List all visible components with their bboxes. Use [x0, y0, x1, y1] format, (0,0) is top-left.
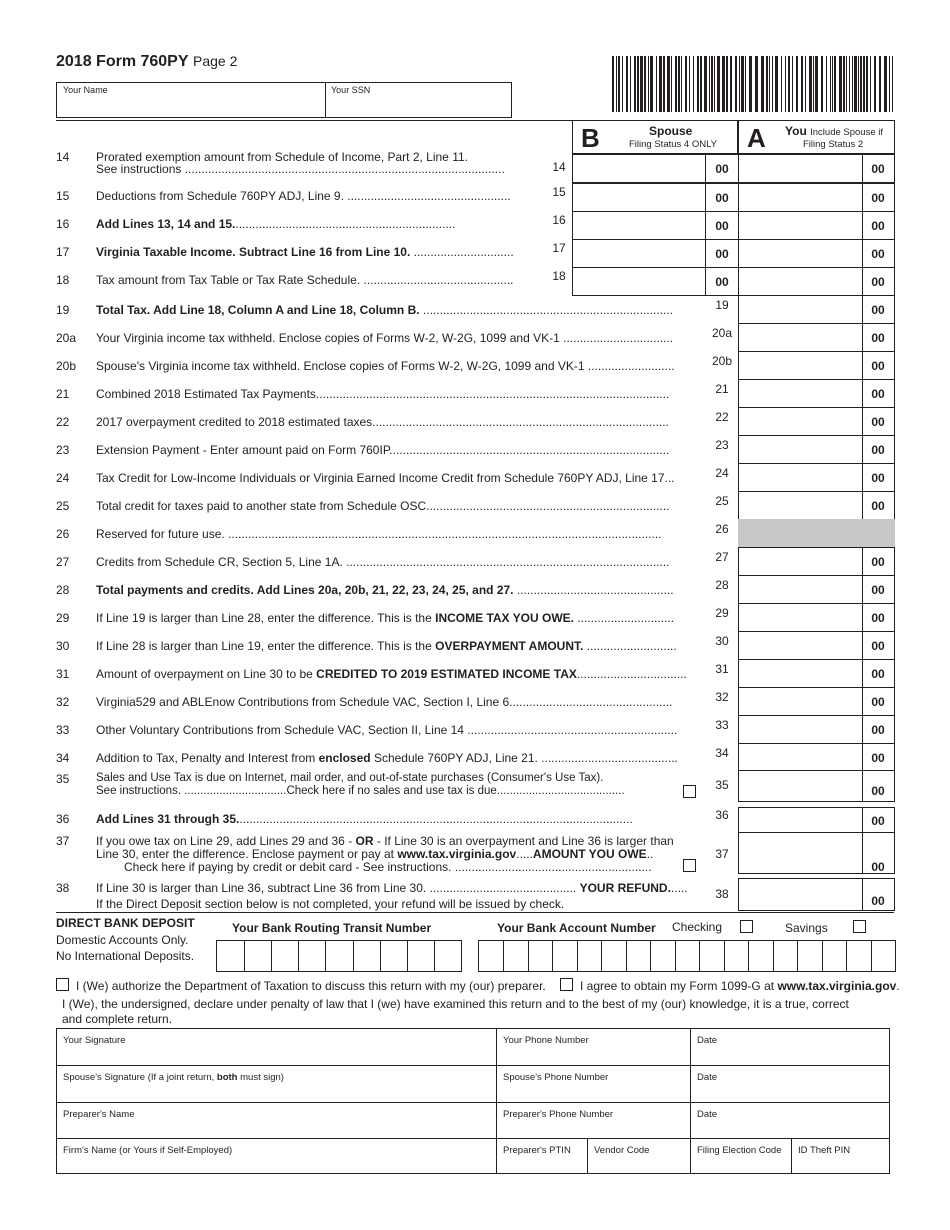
- cents-label: 00: [871, 583, 885, 597]
- line-desc: Virginia529 and ABLEnow Contributions from Schedule VAC, Section I, Line 6.................................................: [96, 695, 673, 709]
- line-19-amount[interactable]: [738, 295, 863, 324]
- line-38-amount[interactable]: [738, 878, 863, 911]
- spouse-signature-field[interactable]: Spouse's Signature (If a joint return, both must sign): [57, 1066, 497, 1103]
- cents-label: 00: [715, 275, 729, 289]
- line-desc: Other Voluntary Contributions from Schedule VAC, Section II, Line 14 ...............................................................: [96, 723, 678, 737]
- checking-label: Checking: [672, 920, 723, 934]
- line-23: [0, 435, 950, 463]
- cents-label: 00: [715, 219, 729, 233]
- no-use-tax-checkbox[interactable]: [683, 785, 696, 798]
- line-number: 25: [56, 499, 70, 513]
- line-18-b-amount[interactable]: [572, 267, 706, 296]
- line-number: 32: [56, 695, 70, 709]
- account-label: Your Bank Account Number: [497, 921, 656, 935]
- line-26: [0, 519, 950, 547]
- form1099-checkbox[interactable]: [560, 978, 573, 991]
- id-theft-pin-field[interactable]: ID Theft PIN: [798, 1145, 851, 1156]
- barcode: [612, 56, 894, 112]
- line-desc: Total credit for taxes paid to another state from Schedule OSC.........................................................................: [96, 499, 670, 513]
- line-27: [0, 547, 950, 575]
- line-ref: 19: [715, 298, 729, 312]
- cents-label: 00: [871, 555, 885, 569]
- checking-checkbox[interactable]: [740, 920, 753, 933]
- line-35: 35 Sales and Use Tax is due on Internet, mail order, and out-of-state purchases (Consumer's Use Tax). See instructions. ................................Check here if no sales and use tax is due........................................ 35 00: [0, 772, 950, 812]
- line-18-a-amount[interactable]: [738, 267, 863, 296]
- digit-separator: [353, 941, 354, 971]
- line-ref: 20a: [711, 326, 733, 340]
- direct-deposit-note: No International Deposits.: [56, 949, 195, 963]
- digit-separator: [773, 941, 774, 971]
- line-desc: Tax Credit for Low-Income Individuals or Virginia Earned Income Credit from Schedule 760PY ADJ, Line 17...: [96, 471, 675, 485]
- line-36-amount[interactable]: [738, 807, 863, 835]
- line-34: [0, 743, 950, 771]
- line-31-amount[interactable]: [738, 659, 863, 688]
- line-21: [0, 379, 950, 407]
- digit-separator: [650, 941, 651, 971]
- line-number: 33: [56, 723, 70, 737]
- line-ref: 28: [715, 578, 729, 592]
- line-desc: 2017 overpayment credited to 2018 estimated taxes.........................................................................................: [96, 415, 669, 429]
- line-desc: Virginia Taxable Income. Subtract Line 16 from Line 10. ..............................: [96, 245, 514, 259]
- line-desc: If Line 28 is larger than Line 19, enter the difference. This is the OVERPAYMENT AMOUNT. ...........................: [96, 639, 677, 653]
- line-number: 28: [56, 583, 70, 597]
- digit-separator: [797, 941, 798, 971]
- line-20b: [0, 351, 950, 379]
- cents-label: 00: [871, 611, 885, 625]
- line-ref: 25: [715, 494, 729, 508]
- line-36: 36 Add Lines 31 through 35....................................................................................................................... 36 00: [0, 811, 950, 839]
- digit-separator: [724, 941, 725, 971]
- line-number: 17: [56, 245, 70, 259]
- line-ref: 14: [552, 160, 566, 174]
- authorize-preparer-text: I (We) authorize the Department of Taxation to discuss this return with my (our) preparer.: [76, 979, 546, 993]
- line-desc: If Line 19 is larger than Line 28, enter the difference. This is the INCOME TAX YOU OWE. .............................: [96, 611, 675, 625]
- line-20b-amount[interactable]: [738, 351, 863, 380]
- cents-label: 00: [871, 191, 885, 205]
- digit-separator: [675, 941, 676, 971]
- line-number: 20a: [56, 331, 77, 345]
- line-31: [0, 659, 950, 687]
- digit-separator: [601, 941, 602, 971]
- line-18: [0, 267, 950, 295]
- line-ref: 26: [715, 522, 729, 536]
- line-number: 30: [56, 639, 70, 653]
- line-number: 26: [56, 527, 70, 541]
- cents-label: 00: [715, 191, 729, 205]
- line-desc: Your Virginia income tax withheld. Enclose copies of Forms W-2, W-2G, 1099 and VK-1 .................................: [96, 331, 674, 345]
- line-15-a-amount[interactable]: [738, 183, 863, 212]
- line-desc: Tax amount from Tax Table or Tax Rate Schedule. .............................................: [96, 273, 514, 287]
- preparer-phone-field[interactable]: Preparer's Phone Number: [497, 1103, 691, 1139]
- line-34-amount[interactable]: [738, 743, 863, 772]
- line-number: 27: [56, 555, 70, 569]
- line-20a: [0, 323, 950, 351]
- spouse-phone-field[interactable]: Spouse's Phone Number: [497, 1066, 691, 1103]
- line-ref: 32: [715, 690, 729, 704]
- firm-name-field[interactable]: Firm's Name (or Yours if Self-Employed): [57, 1139, 497, 1173]
- line-37: 37 If you owe tax on Line 29, add Lines 29 and 36 - OR - If Line 30 is an overpayment and Line 36 is larger than Line 30, enter the difference. Enclose payment or pay at www.tax.virginia.gov.....AMOUNT YOU OWE.. Check here if paying by credit or debit card - See instructions. ........................................................... 37 00: [0, 834, 950, 878]
- column-b-header: B Spouse Filing Status 4 ONLY: [572, 120, 738, 154]
- line-number: 21: [56, 387, 70, 401]
- line-number: 16: [56, 217, 70, 231]
- your-ssn-field[interactable]: Your SSN: [331, 85, 371, 95]
- digit-separator: [503, 941, 504, 971]
- line-ref: 24: [715, 466, 729, 480]
- digit-separator: [380, 941, 381, 971]
- line-ref: 18: [552, 269, 566, 283]
- line-27-amount[interactable]: [738, 547, 863, 576]
- line-number: 24: [56, 471, 70, 485]
- line-ref: 17: [552, 241, 566, 255]
- digit-separator: [552, 941, 553, 971]
- routing-number-field[interactable]: [216, 940, 462, 972]
- digit-separator: [822, 941, 823, 971]
- cents-label: 00: [871, 443, 885, 457]
- line-desc: Prorated exemption amount from Schedule of Income, Part 2, Line 11.: [96, 150, 468, 164]
- digit-separator: [748, 941, 749, 971]
- digit-separator: [577, 941, 578, 971]
- line-number: 29: [56, 611, 70, 625]
- signature-section: [56, 1028, 890, 1174]
- line-28-amount[interactable]: [738, 575, 863, 604]
- filing-election-field[interactable]: Filing Election Code: [691, 1139, 792, 1173]
- line-14-b-amount[interactable]: [572, 154, 706, 183]
- line-30-amount[interactable]: [738, 631, 863, 660]
- cents-label: 00: [871, 359, 885, 373]
- line-number: 14: [56, 150, 70, 164]
- account-number-field[interactable]: [478, 940, 896, 972]
- credit-card-checkbox[interactable]: [683, 859, 696, 872]
- line-33-amount[interactable]: [738, 715, 863, 744]
- reserved-box: [738, 519, 895, 548]
- cents-label: 00: [871, 303, 885, 317]
- line-ref: 16: [552, 213, 566, 227]
- line-desc: Total payments and credits. Add Lines 20a, 20b, 21, 22, 23, 24, 25, and 27. ...............................................: [96, 583, 674, 597]
- line-desc: Credits from Schedule CR, Section 5, Line 1A. .................................................................................................: [96, 555, 670, 569]
- cents-label: 00: [871, 499, 885, 513]
- line-14: [0, 150, 950, 178]
- preparer-name-field[interactable]: Preparer's Name: [57, 1103, 497, 1139]
- line-ref: 34: [715, 746, 729, 760]
- line-number: 34: [56, 751, 70, 765]
- digit-separator: [271, 941, 272, 971]
- direct-deposit-note: Domestic Accounts Only.: [56, 933, 189, 947]
- your-phone-field[interactable]: Your Phone Number: [497, 1029, 691, 1066]
- column-a-header: A You Include Spouse if Filing Status 2: [738, 120, 895, 154]
- line-ref: 23: [715, 438, 729, 452]
- digit-separator: [846, 941, 847, 971]
- digit-separator: [528, 941, 529, 971]
- cents-label: 00: [871, 695, 885, 709]
- cents-label: 00: [871, 667, 885, 681]
- line-number: 23: [56, 443, 70, 457]
- line-desc: Total Tax. Add Line 18, Column A and Line 18, Column B. ...........................................................................: [96, 303, 673, 317]
- form-title: 2018 Form 760PY Page 2: [56, 53, 238, 70]
- line-20a-amount[interactable]: [738, 323, 863, 352]
- line-ref: 31: [715, 662, 729, 676]
- line-35-amount[interactable]: [738, 770, 863, 802]
- line-16-b-amount[interactable]: [572, 211, 706, 240]
- digit-separator: [244, 941, 245, 971]
- line-number: 18: [56, 273, 70, 287]
- line-22: [0, 407, 950, 435]
- line-24: [0, 463, 950, 491]
- line-29-amount[interactable]: [738, 603, 863, 632]
- line-desc: Add Lines 13, 14 and 15...................................................................: [96, 217, 456, 231]
- digit-separator: [699, 941, 700, 971]
- authorize-preparer-checkbox[interactable]: [56, 978, 69, 991]
- line-number: 15: [56, 189, 70, 203]
- cents-label: 00: [871, 639, 885, 653]
- digit-separator: [407, 941, 408, 971]
- line-32-amount[interactable]: [738, 687, 863, 716]
- line-23-amount[interactable]: [738, 435, 863, 464]
- line-14-a-amount[interactable]: [738, 154, 863, 183]
- cents-label: 00: [871, 415, 885, 429]
- line-desc: Reserved for future use. ..................................................................................................................................: [96, 527, 662, 541]
- line-22-amount[interactable]: [738, 407, 863, 436]
- digit-separator: [871, 941, 872, 971]
- line-17-b-amount[interactable]: [572, 239, 706, 268]
- line-16-a-amount[interactable]: [738, 211, 863, 240]
- your-name-field[interactable]: Your Name: [57, 83, 326, 117]
- digit-separator: [626, 941, 627, 971]
- line-24-amount[interactable]: [738, 463, 863, 492]
- routing-label: Your Bank Routing Transit Number: [232, 921, 432, 935]
- line-number: 20b: [56, 359, 77, 373]
- your-signature-field[interactable]: Your Signature: [57, 1029, 497, 1066]
- cents-label: 00: [871, 331, 885, 345]
- date-field[interactable]: Date: [691, 1103, 890, 1139]
- cents-label: 00: [715, 162, 729, 176]
- line-30: [0, 631, 950, 659]
- line-ref: 20b: [711, 354, 733, 368]
- line-desc: Deductions from Schedule 760PY ADJ, Line 9. .................................................: [96, 189, 511, 203]
- cents-label: 00: [871, 751, 885, 765]
- line-29: [0, 603, 950, 631]
- line-37-amount[interactable]: [738, 832, 863, 874]
- line-desc: Combined 2018 Estimated Tax Payments..........................................................................................................: [96, 387, 670, 401]
- date-field[interactable]: Date: [691, 1029, 890, 1066]
- vendor-code-field[interactable]: Vendor Code: [588, 1139, 691, 1173]
- line-number: 31: [56, 667, 70, 681]
- line-desc: Spouse's Virginia income tax withheld. Enclose copies of Forms W-2, W-2G, 1099 and VK-1 ..........................: [96, 359, 675, 373]
- cents-label: 00: [871, 219, 885, 233]
- cents-label: 00: [871, 471, 885, 485]
- cents-label: 00: [715, 247, 729, 261]
- cents-label: 00: [871, 387, 885, 401]
- line-19: [0, 295, 950, 323]
- line-15: [0, 183, 950, 211]
- digit-separator: [298, 941, 299, 971]
- line-17-a-amount[interactable]: [738, 239, 863, 268]
- line-25: [0, 491, 950, 519]
- line-ref: 33: [715, 718, 729, 732]
- cents-label: 00: [871, 162, 885, 176]
- preparer-ptin-field[interactable]: Preparer's PTIN: [497, 1139, 588, 1173]
- savings-checkbox[interactable]: [853, 920, 866, 933]
- line-17: [0, 239, 950, 267]
- line-desc: Extension Payment - Enter amount paid on Form 760IP....................................................................................: [96, 443, 670, 457]
- line-ref: 27: [715, 550, 729, 564]
- name-ssn-box: [56, 82, 512, 118]
- line-desc: Amount of overpayment on Line 30 to be CREDITED TO 2019 ESTIMATED INCOME TAX.................................: [96, 667, 687, 681]
- line-ref: 22: [715, 410, 729, 424]
- cents-label: 00: [871, 275, 885, 289]
- divider: [56, 912, 894, 913]
- date-field[interactable]: Date: [691, 1066, 890, 1103]
- line-33: [0, 715, 950, 743]
- cents-label: 00: [871, 247, 885, 261]
- line-25-amount[interactable]: [738, 491, 863, 520]
- line-32: [0, 687, 950, 715]
- line-ref: 29: [715, 606, 729, 620]
- line-ref: 15: [552, 185, 566, 199]
- line-number: 19: [56, 303, 70, 317]
- direct-deposit-title: DIRECT BANK DEPOSIT: [56, 916, 195, 930]
- form1099-text: I agree to obtain my Form 1099-G at www.tax.virginia.gov.: [580, 979, 900, 993]
- line-15-b-amount[interactable]: [572, 183, 706, 212]
- digit-separator: [325, 941, 326, 971]
- line-38: 38 If Line 30 is larger than Line 36, subtract Line 36 from Line 30. ............................................ YOUR REFUND...... If the Direct Deposit section below is not completed, your refund will be issued by check. 38 00: [0, 881, 950, 913]
- line-number: 22: [56, 415, 70, 429]
- line-16: [0, 211, 950, 239]
- digit-separator: [434, 941, 435, 971]
- line-ref: 21: [715, 382, 729, 396]
- line-ref: 30: [715, 634, 729, 648]
- cents-label: 00: [871, 723, 885, 737]
- line-21-amount[interactable]: [738, 379, 863, 408]
- declaration-text: and complete return.: [62, 1012, 173, 1026]
- line-28: [0, 575, 950, 603]
- line-desc: See instructions ................................................................................................: [96, 162, 505, 176]
- declaration-text: I (We), the undersigned, declare under penalty of law that I (we) have examined this return and to the best of my (our) knowledge, it is a true, correct: [62, 997, 849, 1011]
- savings-label: Savings: [785, 921, 828, 935]
- line-desc: Addition to Tax, Penalty and Interest from enclosed Schedule 760PY ADJ, Line 21. .........................................: [96, 751, 678, 765]
